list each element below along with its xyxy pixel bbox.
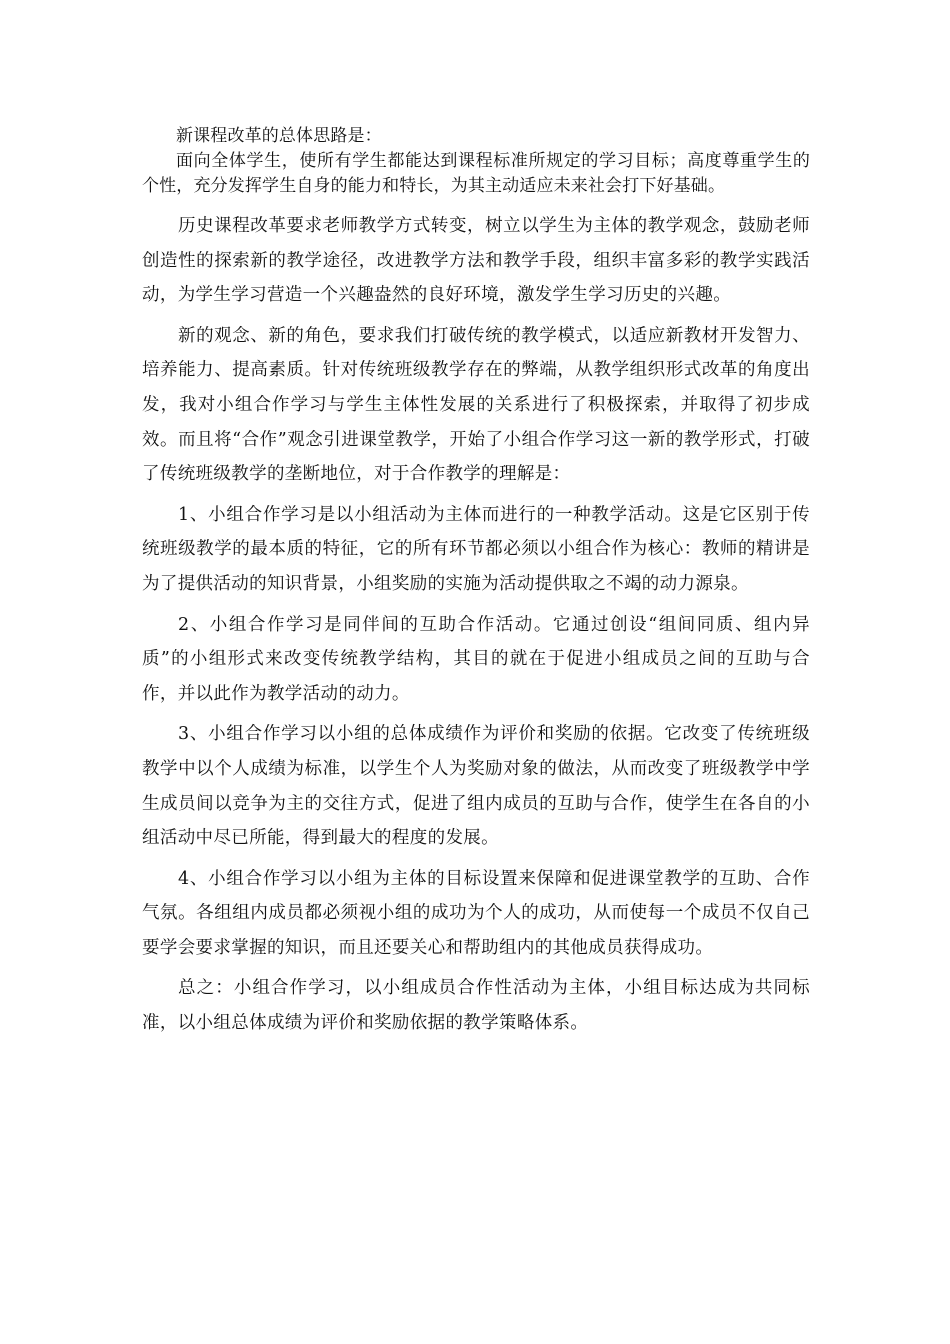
paragraph-new-concepts: 新的观念、新的角色，要求我们打破传统的教学模式，以适应新教材开发智力、培养能力、提高素质。针对传统班级教学存在的弊端，从教学组织形式改革的角度出发，我对小组合作学习与学生主体性发展的关系进行了积极探索，并取得了初步成效。而且将“合作”观念引进课堂教学，开始了小组合作学习这一新的教学形式，打破了传统班级教学的垄断地位，对于合作教学的理解是： [142, 325, 810, 485]
paragraph-summary: 总之：小组合作学习，以小组成员合作性活动为主体，小组目标达成为共同标准，以小组总体成绩为评价和奖励依据的教学策略体系。 [142, 978, 810, 1034]
paragraph-point-2: 2、小组合作学习是同伴间的互助合作活动。它通过创设“组间同质、组内异质”的小组形式来改变传统教学结构，其目的就在于促进小组成员之间的互助与合作，并以此作为教学活动的动力。 [142, 614, 810, 704]
paragraph-point-4: 4、小组合作学习以小组为主体的目标设置来保障和促进课堂教学的互助、合作气氛。各组组内成员都必须视小组的成功为个人的成功，从而使每一个成员不仅自己要学会要求掌握的知识，而且还要关心和帮助组内的其他成员获得成功。 [142, 868, 810, 958]
intro-text: 面向全体学生，使所有学生都能达到课程标准所规定的学习目标；高度尊重学生的个性，充分发挥学生自身的能力和特长，为其主动适应未来社会打下好基础。 [142, 151, 810, 196]
body-paragraphs [142, 209, 810, 1041]
paragraph-point-3: 3、小组合作学习以小组的总体成绩作为评价和奖励的依据。它改变了传统班级教学中以个人成绩为标准，以学生个人为奖励对象的做法，从而改变了班级教学中学生成员间以竞争为主的交往方式，促进了组内成员的互助与合作，使学生在各自的小组活动中尽已所能，得到最大的程度的发展。 [142, 724, 810, 849]
paragraph-point-1: 1、小组合作学习是以小组活动为主体而进行的一种教学活动。这是它区别于传统班级教学的最本质的特征，它的所有环节都必须以小组合作为核心：教师的精讲是为了提供活动的知识背景，小组奖励的实施为活动提供取之不竭的动力源泉。 [142, 504, 810, 594]
document-body [142, 124, 810, 1047]
paragraph-history-reform: 历史课程改革要求老师教学方式转变，树立以学生为主体的教学观念，鼓励老师创造性的探索新的教学途径，改进教学方法和教学手段，组织丰富多彩的教学实践活动，为学生学习营造一个兴趣盎然的良好环境，激发学生学习历史的兴趣。 [142, 216, 810, 306]
intro-heading: 新课程改革的总体思路是： [176, 126, 382, 146]
intro-section [142, 124, 810, 199]
